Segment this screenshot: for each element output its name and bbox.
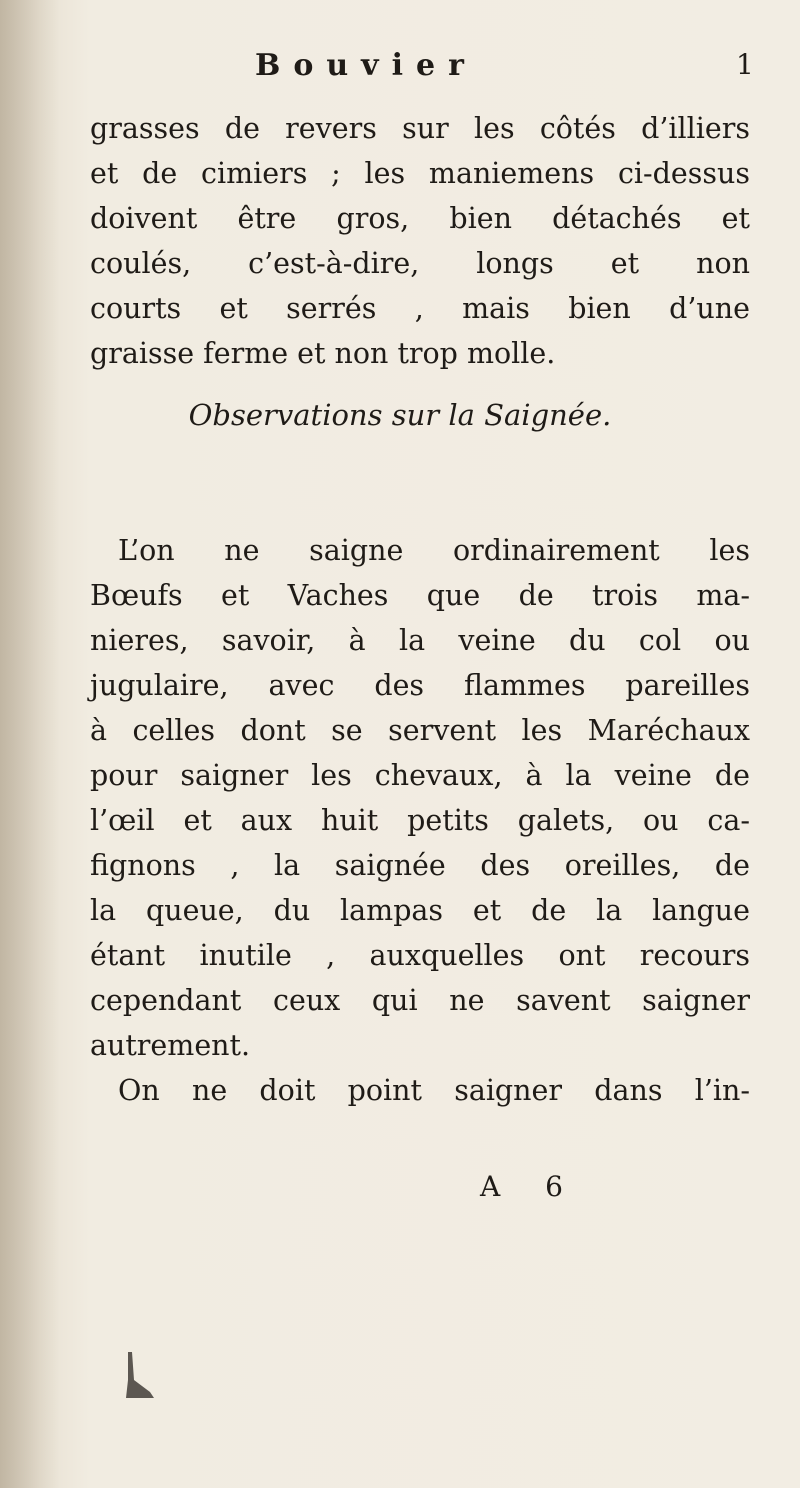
page-gutter-shadow xyxy=(0,0,60,1488)
text-line: L’on ne saigne ordinairement les xyxy=(118,534,750,567)
text-line: et de cimiers ; les maniemens ci-dessus xyxy=(90,157,750,190)
text-line: autrement. xyxy=(90,1029,251,1062)
text-line: l’œil et aux huit petits galets, ou ca- xyxy=(90,804,750,837)
text-line: nieres, savoir, à la veine du col ou xyxy=(90,624,750,657)
section-heading: Observations sur la Saignée. xyxy=(188,398,612,432)
text-line: doivent être gros, bien détachés et xyxy=(90,202,750,235)
running-head: Bouvier xyxy=(255,48,477,83)
text-line: la queue, du lampas et de la langue xyxy=(90,894,750,927)
text-line: jugulaire, avec des flammes pareilles xyxy=(90,669,750,702)
paragraph-2 xyxy=(90,528,750,1113)
page-header xyxy=(0,48,800,98)
paragraph-1 xyxy=(90,106,750,376)
signature-mark: A 6 xyxy=(480,1170,581,1203)
text-line: à celles dont se servent les Maréchaux xyxy=(90,714,750,747)
ink-blot-icon xyxy=(120,1350,160,1400)
text-line: coulés, c’est-à-dire, longs et non xyxy=(90,247,750,280)
text-line: étant inutile , auxquelles ont recours xyxy=(90,939,750,972)
text-line: courts et serrés , mais bien d’une xyxy=(90,292,750,325)
text-line: Bœufs et Vaches que de trois ma- xyxy=(90,579,750,612)
text-line: cependant ceux qui ne savent saigner xyxy=(90,984,750,1017)
text-line: graisse ferme et non trop molle. xyxy=(90,337,556,370)
text-line: fignons , la saignée des oreilles, de xyxy=(90,849,750,882)
text-line: pour saigner les chevaux, à la veine de xyxy=(90,759,750,792)
page-number: 1 xyxy=(736,48,754,81)
text-line: grasses de revers sur les côtés d’illiers xyxy=(90,112,750,145)
text-line: On ne doit point saigner dans l’in- xyxy=(118,1074,750,1107)
